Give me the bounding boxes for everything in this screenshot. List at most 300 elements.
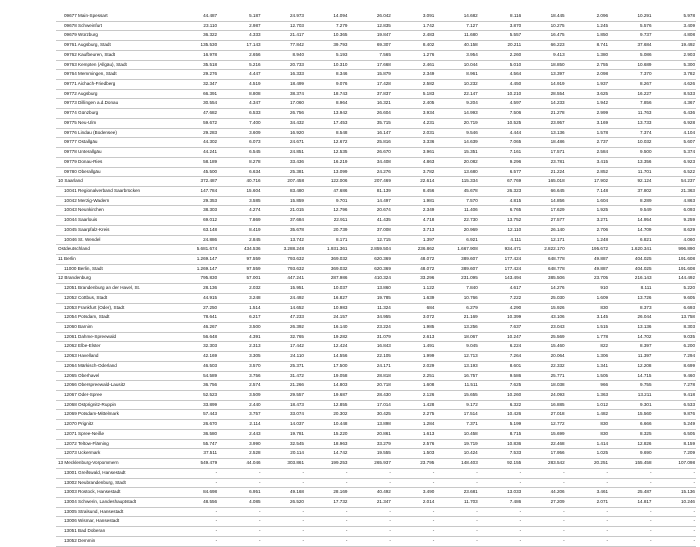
value-cell: 15.351 — [435, 148, 478, 158]
row-label-cell — [56, 410, 175, 420]
table-row — [56, 274, 696, 284]
value-cell: 4.626 — [653, 80, 697, 90]
value-cell: 44.241 — [175, 148, 218, 158]
value-cell: 7.637 — [479, 323, 522, 333]
row-label: 12073 Uckermark — [64, 450, 101, 456]
value-cell: 33.436 — [262, 157, 305, 167]
value-cell: 20.302 — [305, 410, 348, 420]
table-row — [56, 536, 696, 546]
value-cell: 7.370 — [609, 70, 652, 80]
value-cell: 1.613 — [392, 429, 435, 439]
value-cell: 12.110 — [479, 225, 522, 235]
value-cell: 97.559 — [218, 264, 261, 274]
row-label-cell — [56, 109, 175, 119]
value-cell: 35.518 — [175, 60, 218, 70]
table-row — [56, 254, 696, 264]
value-cell: - — [566, 527, 609, 537]
row-label: 09776 Lindau (Bodensee) — [64, 129, 117, 135]
value-cell: 3.288.248 — [262, 245, 305, 255]
value-cell: 9.259 — [653, 216, 697, 226]
value-cell: 12.171 — [522, 235, 565, 245]
value-cell: 4.333 — [218, 31, 261, 41]
value-cell: 11.511 — [435, 381, 478, 391]
value-cell: 19.555 — [348, 449, 391, 459]
value-cell: 10.291 — [609, 12, 652, 21]
value-cell: 13.136 — [609, 323, 652, 333]
value-cell: 2.461 — [392, 60, 435, 70]
row-label: 12068 Ostprignitz-Ruppin — [64, 401, 117, 407]
table-row — [56, 468, 696, 478]
value-cell: 3.570 — [218, 361, 261, 371]
value-cell: 9.045 — [435, 342, 478, 352]
value-cell: 39.793 — [305, 41, 348, 51]
value-cell: 14.715 — [609, 371, 652, 381]
value-cell: 24.492 — [262, 293, 305, 303]
value-cell: 42.169 — [175, 352, 218, 362]
value-cell: 2.443 — [218, 429, 261, 439]
value-cell: 8.373 — [609, 303, 652, 313]
table-row — [56, 284, 696, 294]
value-cell: 1.850 — [566, 31, 609, 41]
value-cell: 6.200 — [653, 342, 697, 352]
value-cell: 8.111 — [609, 284, 652, 294]
value-cell: 17.668 — [348, 60, 391, 70]
value-cell: - — [175, 527, 218, 537]
value-cell: 5.300 — [653, 60, 697, 70]
value-cell: 648.778 — [522, 264, 565, 274]
row-label-cell — [56, 148, 175, 158]
row-label: 09763 Kempten (Allgäu), Stadt — [64, 61, 127, 67]
value-cell: 23.110 — [175, 21, 218, 31]
value-cell: 10.836 — [479, 439, 522, 449]
row-label: 09774 Günzburg — [64, 110, 99, 116]
value-cell: 3.757 — [218, 410, 261, 420]
row-label-cell — [56, 245, 175, 255]
value-cell: 9.546 — [435, 128, 478, 138]
value-cell: 1.604 — [566, 196, 609, 206]
value-cell: 1.363 — [566, 391, 609, 401]
value-cell: 2.845 — [218, 235, 261, 245]
value-cell: - — [305, 468, 348, 478]
value-cell: 830 — [566, 303, 609, 313]
value-cell: 22.332 — [522, 361, 565, 371]
value-cell: 13.397 — [522, 70, 565, 80]
value-cell: 37.511 — [175, 449, 218, 459]
value-cell: - — [522, 478, 565, 488]
value-cell: 7.065 — [479, 138, 522, 148]
value-cell: 13.033 — [479, 488, 522, 498]
value-cell: 2.032 — [218, 284, 261, 294]
table-row — [56, 80, 696, 90]
row-label: 13052 Demmin — [64, 537, 96, 543]
value-cell: 2.528 — [218, 449, 261, 459]
table-row — [56, 196, 696, 206]
value-cell: 8.964 — [305, 99, 348, 109]
value-cell: 996.890 — [653, 245, 697, 255]
value-cell: 46.503 — [175, 361, 218, 371]
value-cell: 1.122 — [392, 284, 435, 294]
value-cell: 1.985 — [392, 323, 435, 333]
row-label: 12053 Frankfurt (Oder), Stadt — [64, 304, 125, 310]
value-cell: 1.341 — [566, 361, 609, 371]
value-cell: - — [566, 507, 609, 517]
row-label-cell — [56, 468, 175, 478]
value-cell: 8.629 — [653, 225, 697, 235]
value-cell: 5.086 — [609, 50, 652, 60]
value-cell: 4.597 — [479, 99, 522, 109]
value-cell: 1.248 — [566, 235, 609, 245]
value-cell: 6.093 — [653, 206, 697, 216]
value-cell: 4.104 — [653, 128, 697, 138]
value-cell: 1.269.147 — [175, 264, 218, 274]
value-cell: 49.887 — [566, 264, 609, 274]
value-cell: - — [175, 478, 218, 488]
value-cell: 15.604 — [218, 186, 261, 196]
value-cell: - — [392, 527, 435, 537]
table-row — [56, 391, 696, 401]
value-cell: 66.645 — [522, 186, 565, 196]
value-cell: 7.371 — [435, 420, 478, 430]
row-label-cell — [56, 177, 175, 187]
value-cell: - — [566, 478, 609, 488]
value-cell: 8.402 — [392, 41, 435, 51]
row-label: 13003 Rostock, Hansestadt — [64, 489, 121, 495]
table-row — [56, 245, 696, 255]
value-cell: 24.157 — [305, 313, 348, 323]
table-row — [56, 70, 696, 80]
value-cell: 8.741 — [566, 41, 609, 51]
table-row — [56, 429, 696, 439]
row-label-cell — [56, 488, 175, 498]
value-cell: 8.116 — [479, 12, 522, 21]
value-cell: 830 — [566, 420, 609, 430]
value-cell: 12.715 — [348, 235, 391, 245]
value-cell: 20.064 — [522, 352, 565, 362]
value-cell: 5.681.674 — [175, 245, 218, 255]
value-cell: 10.448 — [305, 420, 348, 430]
value-cell: 40.492 — [348, 488, 391, 498]
value-cell: 44.302 — [175, 138, 218, 148]
value-cell: 2.576 — [392, 439, 435, 449]
value-cell: 966 — [566, 381, 609, 391]
value-cell: - — [218, 517, 261, 527]
row-label: 10045 Saarpfalz-Kreis — [64, 226, 110, 232]
value-cell: 17.902 — [566, 177, 609, 187]
value-cell: 2.852 — [566, 167, 609, 177]
value-cell: 16.843 — [348, 342, 391, 352]
row-label-cell — [56, 216, 175, 226]
value-cell: 7.869 — [218, 216, 261, 226]
row-label: 13006 Wismar, Hansestadt — [64, 518, 120, 524]
value-cell: 7.294 — [653, 352, 697, 362]
value-cell: 78.641 — [175, 313, 218, 323]
value-cell: 37.802 — [609, 186, 652, 196]
value-cell: 14.803 — [305, 381, 348, 391]
value-cell: 31.079 — [348, 332, 391, 342]
value-cell: 13.942 — [305, 109, 348, 119]
value-cell: 1.925 — [566, 206, 609, 216]
value-cell: - — [262, 536, 305, 546]
value-cell: 23.781 — [522, 157, 565, 167]
value-cell: 830 — [566, 429, 609, 439]
value-cell: 14.094 — [305, 12, 348, 21]
table-body — [56, 12, 696, 546]
value-cell: 8.159 — [653, 439, 697, 449]
value-cell: 1.491 — [392, 342, 435, 352]
value-cell: 18.473 — [262, 400, 305, 410]
value-cell: 14.709 — [609, 225, 652, 235]
value-cell: 22.730 — [435, 216, 478, 226]
value-cell: 16.757 — [435, 371, 478, 381]
row-label-cell — [56, 439, 175, 449]
value-cell: 2.755 — [566, 60, 609, 70]
value-cell: 48.072 — [392, 264, 435, 274]
value-cell: 7.400 — [218, 118, 261, 128]
value-cell: 3.145 — [566, 313, 609, 323]
value-cell: 1.742 — [392, 21, 435, 31]
value-cell: 57.443 — [175, 410, 218, 420]
value-cell: 9.701 — [305, 196, 348, 206]
value-cell: 5.249 — [653, 420, 697, 430]
row-label-cell — [56, 429, 175, 439]
value-cell: 41.435 — [348, 216, 391, 226]
value-cell: 24.276 — [348, 167, 391, 177]
row-label-cell — [56, 391, 175, 401]
row-label: 13005 Stralsund, Hansestadt — [64, 508, 124, 514]
value-cell: 10.310 — [305, 60, 348, 70]
value-cell: 11.763 — [609, 109, 652, 119]
value-cell: - — [218, 507, 261, 517]
value-cell: 66.223 — [522, 41, 565, 51]
value-cell: 3.305 — [218, 352, 261, 362]
value-cell: 27.018 — [522, 410, 565, 420]
value-cell: - — [392, 478, 435, 488]
value-cell: - — [218, 468, 261, 478]
value-cell: 24.851 — [262, 148, 305, 158]
value-cell: 8.397 — [609, 342, 652, 352]
value-cell: 14.817 — [609, 497, 652, 507]
value-cell: 2.126 — [392, 391, 435, 401]
value-cell: 5.576 — [609, 21, 652, 31]
row-label-cell — [56, 323, 175, 333]
value-cell: 5.010 — [479, 60, 522, 70]
value-cell: - — [392, 468, 435, 478]
value-cell: 4.450 — [479, 80, 522, 90]
value-cell: 13.211 — [609, 391, 652, 401]
value-cell: 5.193 — [305, 50, 348, 60]
value-cell: 1.981 — [392, 196, 435, 206]
value-cell: 69.012 — [175, 216, 218, 226]
row-label: 12067 Oder-Spree — [64, 392, 103, 398]
value-cell: 447.241 — [262, 274, 305, 284]
row-label: 09772 Augsburg — [64, 90, 98, 96]
value-cell: 49.887 — [566, 254, 609, 264]
value-cell: 10.399 — [479, 313, 522, 323]
value-cell: 3.713 — [392, 225, 435, 235]
value-cell: 19.058 — [305, 371, 348, 381]
row-label: 12 Brandenburg — [58, 275, 91, 281]
value-cell: - — [262, 517, 305, 527]
value-cell: 17.500 — [305, 361, 348, 371]
value-cell: - — [653, 517, 697, 527]
value-cell: 66.391 — [175, 89, 218, 99]
value-cell: 8.715 — [479, 429, 522, 439]
value-cell: - — [609, 468, 652, 478]
value-cell: 6.928 — [653, 118, 697, 128]
value-cell: 26.044 — [609, 313, 652, 323]
value-cell: 37.008 — [348, 225, 391, 235]
row-label-cell — [56, 128, 175, 138]
row-label: 09677 Main-Spessart — [64, 13, 108, 18]
value-cell: 21.169 — [435, 313, 478, 323]
value-cell: - — [609, 507, 652, 517]
value-cell: 389.607 — [435, 264, 478, 274]
value-cell: 12.208 — [609, 361, 652, 371]
value-cell: 28.430 — [348, 391, 391, 401]
value-cell: 12.703 — [262, 21, 305, 31]
value-cell: - — [522, 527, 565, 537]
value-cell: - — [218, 536, 261, 546]
value-cell: 795.830 — [175, 274, 218, 284]
value-cell: - — [305, 478, 348, 488]
value-cell: 2.260 — [479, 50, 522, 60]
value-cell: 4.444 — [479, 128, 522, 138]
table-row — [56, 138, 696, 148]
value-cell: - — [305, 527, 348, 537]
value-cell: 8.346 — [305, 70, 348, 80]
value-cell: 13.733 — [609, 118, 652, 128]
table-row — [56, 89, 696, 99]
value-cell: 20.251 — [566, 459, 609, 469]
value-cell: 1.505 — [566, 371, 609, 381]
value-cell: - — [305, 536, 348, 546]
value-cell: 15.926 — [522, 303, 565, 313]
value-cell: 17.956 — [522, 449, 565, 459]
value-cell: 165.018 — [522, 177, 565, 187]
value-cell: 5.199 — [479, 420, 522, 430]
value-cell: 1.284 — [392, 420, 435, 430]
value-cell: 9.876 — [653, 410, 697, 420]
table-row — [56, 186, 696, 196]
value-cell: 2.251 — [392, 371, 435, 381]
value-cell: 9.586 — [479, 371, 522, 381]
value-cell: 2.999 — [566, 109, 609, 119]
value-cell: - — [653, 478, 697, 488]
value-cell: 19.719 — [435, 439, 478, 449]
value-cell: - — [566, 517, 609, 527]
value-cell: 14.233 — [522, 99, 565, 109]
value-cell: 69.307 — [348, 41, 391, 51]
value-cell: 37.684 — [262, 216, 305, 226]
value-cell: 4.863 — [653, 196, 697, 206]
value-cell: 22.105 — [348, 352, 391, 362]
value-cell: 2.275 — [392, 410, 435, 420]
value-cell: 287.986 — [305, 274, 348, 284]
value-cell: 21.266 — [262, 381, 305, 391]
value-cell: 12.424 — [305, 342, 348, 352]
value-cell: 7.625 — [479, 381, 522, 391]
table-row — [56, 235, 696, 245]
value-cell: 6.505 — [653, 429, 697, 439]
value-cell: 6.545 — [218, 148, 261, 158]
value-cell: 2.822.170 — [522, 245, 565, 255]
value-cell: 92.155 — [479, 459, 522, 469]
value-cell: 13.898 — [348, 420, 391, 430]
value-cell: 1.012 — [566, 400, 609, 410]
value-cell: 23.957 — [522, 118, 565, 128]
value-cell: 18.743 — [305, 89, 348, 99]
value-cell: 4.085 — [218, 497, 261, 507]
value-cell: 22.147 — [435, 89, 478, 99]
row-label: 09771 Aichach-Friedberg — [64, 81, 116, 87]
value-cell: 18.038 — [522, 381, 565, 391]
value-cell: 11.406 — [435, 206, 478, 216]
value-cell: 14.276 — [522, 284, 565, 294]
value-cell: - — [609, 536, 652, 546]
value-cell: 28.169 — [305, 488, 348, 498]
value-cell: 16.321 — [348, 99, 391, 109]
value-cell: 1.269.147 — [175, 254, 218, 264]
value-cell: 7.486 — [479, 497, 522, 507]
value-cell: 46.267 — [175, 323, 218, 333]
value-cell: - — [262, 468, 305, 478]
table-row — [56, 332, 696, 342]
value-cell: 16.920 — [262, 128, 305, 138]
value-cell: 4.863 — [392, 157, 435, 167]
value-cell: - — [262, 507, 305, 517]
table-row — [56, 400, 696, 410]
value-cell: 3.248 — [218, 293, 261, 303]
value-cell: 7.209 — [653, 449, 697, 459]
value-cell: 3.961 — [392, 148, 435, 158]
value-cell: 8.325 — [609, 429, 652, 439]
value-cell: 16.475 — [522, 31, 565, 41]
value-cell: 18.445 — [522, 12, 565, 21]
value-cell: 7.222 — [479, 293, 522, 303]
value-cell: 1.245 — [566, 21, 609, 31]
value-cell: 3.625 — [566, 89, 609, 99]
value-cell: 15.699 — [522, 429, 565, 439]
value-cell: 9.690 — [609, 449, 652, 459]
value-cell: 6.073 — [218, 138, 261, 148]
row-label-cell — [56, 303, 175, 313]
value-cell: 5.183 — [392, 89, 435, 99]
value-cell: - — [653, 536, 697, 546]
value-cell: - — [218, 527, 261, 537]
value-cell: 15.136 — [653, 488, 697, 498]
value-cell: 14.639 — [435, 138, 478, 148]
value-cell: 8.940 — [262, 50, 305, 60]
value-cell: 26.323 — [479, 186, 522, 196]
value-cell: 24.671 — [262, 138, 305, 148]
value-cell: 18.499 — [262, 80, 305, 90]
value-cell: 26.604 — [348, 109, 391, 119]
row-label-cell — [56, 12, 175, 21]
table-row — [56, 216, 696, 226]
value-cell: 2.405 — [392, 99, 435, 109]
value-cell: 26.520 — [262, 497, 305, 507]
value-cell: 6.951 — [218, 488, 261, 498]
value-cell: - — [522, 517, 565, 527]
value-cell: 44.046 — [218, 459, 261, 469]
value-cell: 15.879 — [348, 70, 391, 80]
value-cell: 21.347 — [348, 497, 391, 507]
row-label-cell — [56, 225, 175, 235]
value-cell: 36.322 — [175, 31, 218, 41]
value-cell: 31.472 — [262, 371, 305, 381]
row-label-cell — [56, 342, 175, 352]
value-cell: 3.091 — [392, 12, 435, 21]
